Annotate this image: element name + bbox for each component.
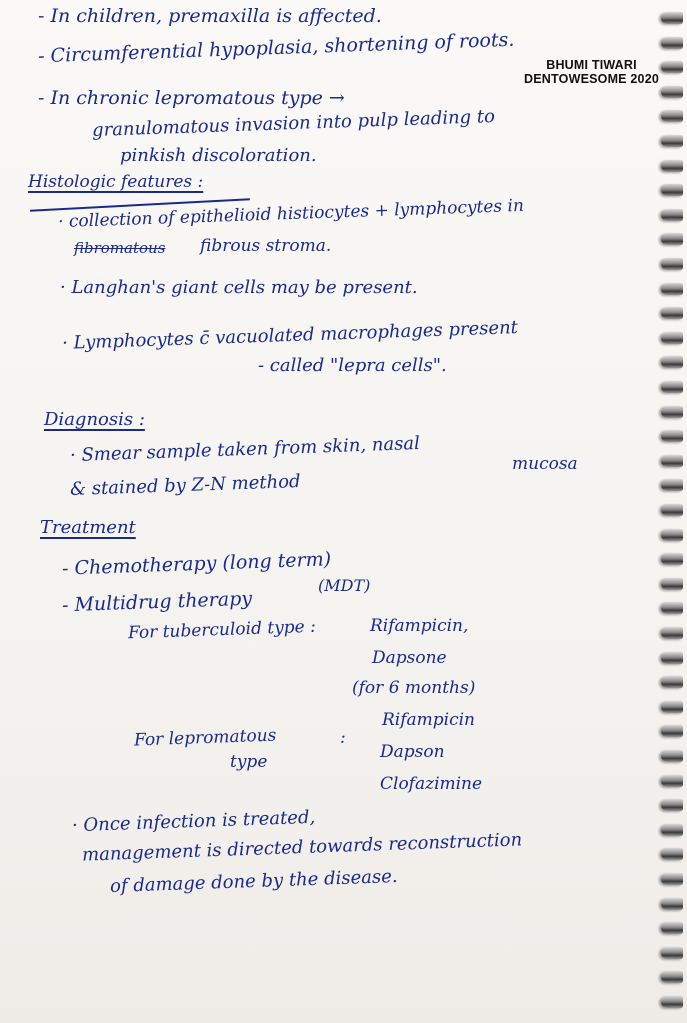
spiral-coil <box>661 553 683 565</box>
spiral-coil <box>661 37 683 49</box>
spiral-coil <box>661 406 683 418</box>
spiral-coil <box>661 799 683 811</box>
spiral-coil <box>661 184 683 196</box>
spiral-coil <box>661 701 683 713</box>
note-line: For tuberculoid type : <box>127 616 317 644</box>
spiral-coil <box>661 135 683 147</box>
note-line: - called "lepra cells". <box>258 355 447 376</box>
note-line: - Chemotherapy (long term) <box>61 548 332 580</box>
spiral-coil <box>661 61 683 73</box>
treatment-heading: Treatment <box>40 517 136 538</box>
spiral-coil <box>661 750 683 762</box>
note-line: fibrous stroma. <box>200 236 332 256</box>
spiral-coil <box>661 627 683 639</box>
spiral-coil <box>661 455 683 467</box>
spiral-coil <box>661 775 683 787</box>
spiral-coil <box>661 160 683 172</box>
drug-name: Rifampicin, <box>370 616 469 636</box>
note-line: pinkish discoloration. <box>120 145 317 166</box>
spiral-coil <box>661 307 683 319</box>
drug-name: Dapsone <box>372 648 447 668</box>
watermark-brand: DENTOWESOME 2020 <box>524 72 659 86</box>
spiral-coil <box>661 430 683 442</box>
drug-name: Rifampicin <box>382 710 476 730</box>
struck-word: fibromatous <box>74 239 166 257</box>
note-line: - In chronic lepromatous type → <box>38 87 345 109</box>
spiral-coil <box>661 233 683 245</box>
note-line: · Langhan's giant cells may be present. <box>60 277 418 298</box>
spiral-coil <box>661 86 683 98</box>
spiral-coil <box>661 898 683 910</box>
note-line: - Multidrug therapy <box>61 587 253 617</box>
spiral-coil <box>661 12 683 24</box>
spiral-coil <box>661 479 683 491</box>
spiral-coil <box>661 332 683 344</box>
note-line: (for 6 months) <box>352 678 476 698</box>
note-line: of damage done by the disease. <box>109 865 398 898</box>
spiral-coil <box>661 676 683 688</box>
spiral-binding <box>657 0 687 1023</box>
note-line: · Smear sample taken from skin, nasal <box>69 432 421 467</box>
note-line: - In children, premaxilla is affected. <box>38 5 382 27</box>
note-line: management is directed towards reconstruction <box>81 829 523 866</box>
spiral-coil <box>661 996 683 1008</box>
note-line: (MDT) <box>318 576 371 595</box>
spiral-coil <box>661 652 683 664</box>
spiral-coil <box>661 529 683 541</box>
spiral-coil <box>661 578 683 590</box>
spiral-coil <box>661 824 683 836</box>
note-line: - Circumferential hypoplasia, shortening of roots. <box>37 28 515 68</box>
note-line: & stained by Z-N method <box>69 470 301 501</box>
diagnosis-heading: Diagnosis : <box>44 409 145 430</box>
spiral-coil <box>661 922 683 934</box>
spiral-coil <box>661 848 683 860</box>
drug-name: Clofazimine <box>380 774 483 794</box>
spiral-coil <box>661 873 683 885</box>
watermark-name: BHUMI TIWARI <box>546 58 637 72</box>
spiral-coil <box>661 504 683 516</box>
spiral-coil <box>661 110 683 122</box>
spiral-coil <box>661 602 683 614</box>
spiral-coil <box>661 209 683 221</box>
spiral-coil <box>661 283 683 295</box>
spiral-coil <box>661 725 683 737</box>
note-line: granulomatous invasion into pulp leading to <box>91 105 496 142</box>
histologic-features-heading: Histologic features : <box>28 172 204 192</box>
note-line: · collection of epithelioid histiocytes + lymphocytes in <box>57 195 525 233</box>
spiral-coil <box>661 356 683 368</box>
spiral-coil <box>661 258 683 270</box>
spiral-coil <box>661 947 683 959</box>
drug-name: Dapson <box>380 742 445 762</box>
note-line: : <box>340 728 346 748</box>
note-line: For lepromatous <box>133 725 277 751</box>
watermark <box>524 58 659 86</box>
spiral-coil <box>661 971 683 983</box>
note-line: type <box>230 752 268 772</box>
note-line: mucosa <box>512 454 578 474</box>
note-line: · Once infection is treated, <box>71 806 316 837</box>
note-line: · Lymphocytes c̄ vacuolated macrophages present <box>61 317 519 354</box>
spiral-coil <box>661 381 683 393</box>
